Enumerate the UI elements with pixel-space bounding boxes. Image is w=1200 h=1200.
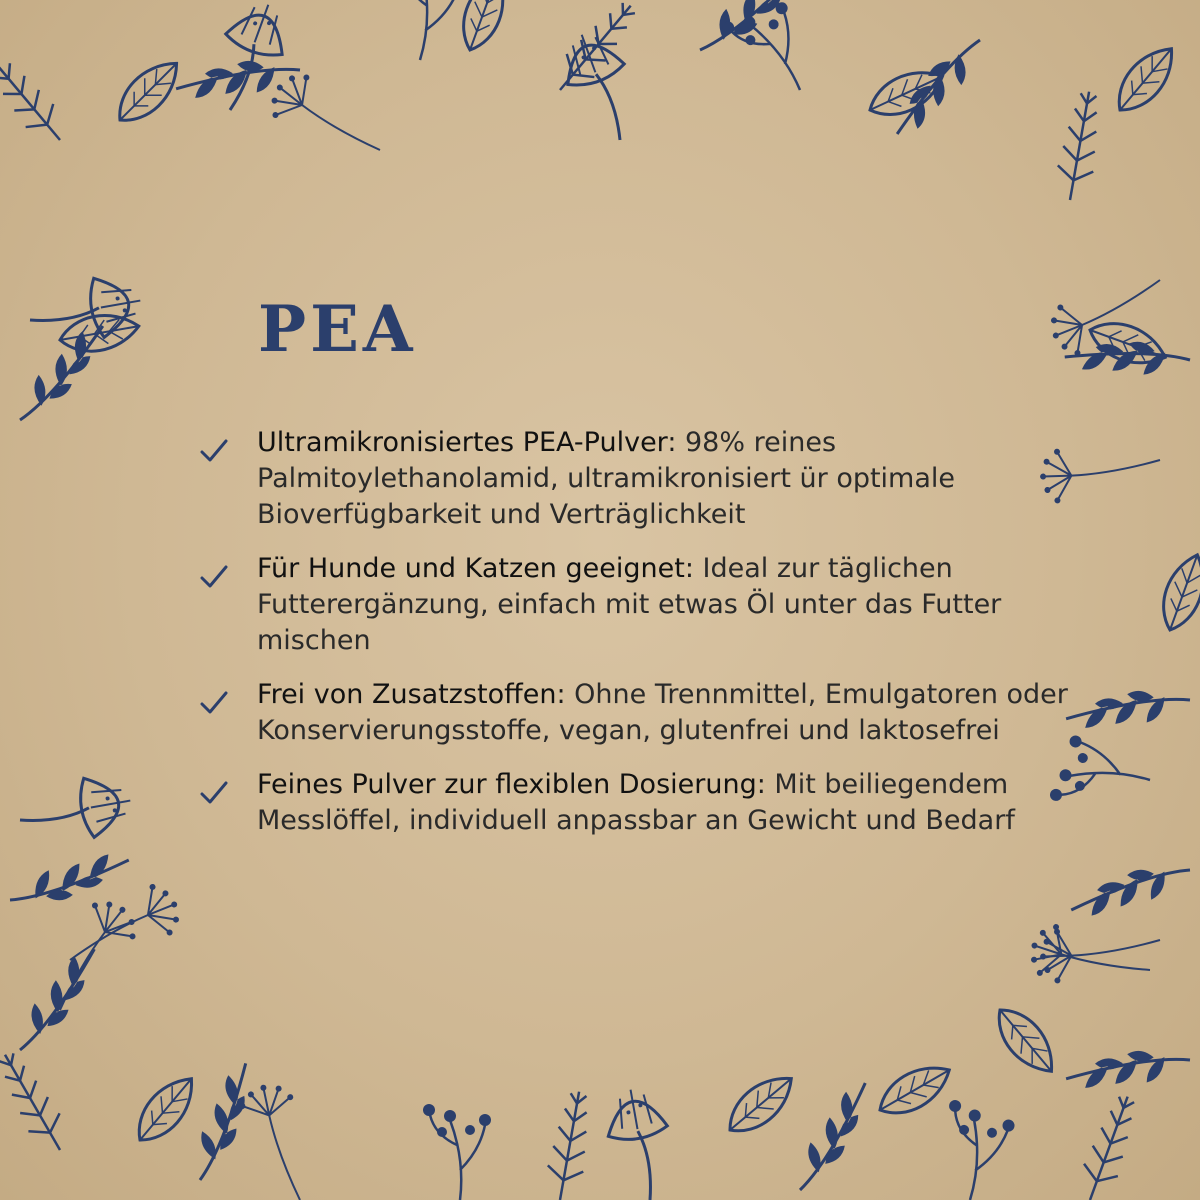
checkmark-icon <box>200 781 228 805</box>
feature-text: Frei von Zusatzstoffen: Ohne Trennmittel, Emulgatoren oder Konservierungsstoffe, vegan, glutenfrei und laktosefrei <box>257 679 1068 746</box>
feature-list <box>200 425 1080 857</box>
feature-term: Feines Pulver zur flexiblen Dosierung <box>257 769 757 800</box>
feature-description: 98% reines Palmitoylethanolamid, ultramikronisiert ür optimale Bioverfügbarkeit und Verträglichkeit <box>257 427 956 530</box>
checkmark-icon <box>200 439 228 463</box>
list-item <box>200 551 1080 659</box>
list-item <box>200 677 1080 749</box>
feature-text: Ultramikronisiertes PEA-Pulver: 98% reines Palmitoylethanolamid, ultramikronisiert ür optimale Bioverfügbarkeit und Verträglichkeit <box>257 427 956 530</box>
checkmark-icon <box>200 565 228 589</box>
list-item <box>200 767 1080 839</box>
checkmark-icon <box>200 691 228 715</box>
page-title: PEA <box>258 292 417 367</box>
feature-text: Feines Pulver zur flexiblen Dosierung: Mit beiliegendem Messlöffel, individuell anpassbar an Gewicht und Bedarf <box>257 769 1015 836</box>
feature-description: Ideal zur täglichen Futterergänzung, einfach mit etwas Öl unter das Futter mischen <box>257 553 1002 656</box>
feature-description: Mit beiliegendem Messlöffel, individuell anpassbar an Gewicht und Bedarf <box>257 769 1015 836</box>
feature-term: Für Hunde und Katzen geeignet <box>257 553 685 584</box>
feature-description: Ohne Trennmittel, Emulgatoren oder Konservierungsstoffe, vegan, glutenfrei und laktosefrei <box>257 679 1068 746</box>
feature-text: Für Hunde und Katzen geeignet: Ideal zur täglichen Futterergänzung, einfach mit etwas Öl unter das Futter mischen <box>257 553 1002 656</box>
list-item <box>200 425 1080 533</box>
feature-term: Ultramikronisiertes PEA-Pulver <box>257 427 668 458</box>
feature-term: Frei von Zusatzstoffen <box>257 679 557 710</box>
